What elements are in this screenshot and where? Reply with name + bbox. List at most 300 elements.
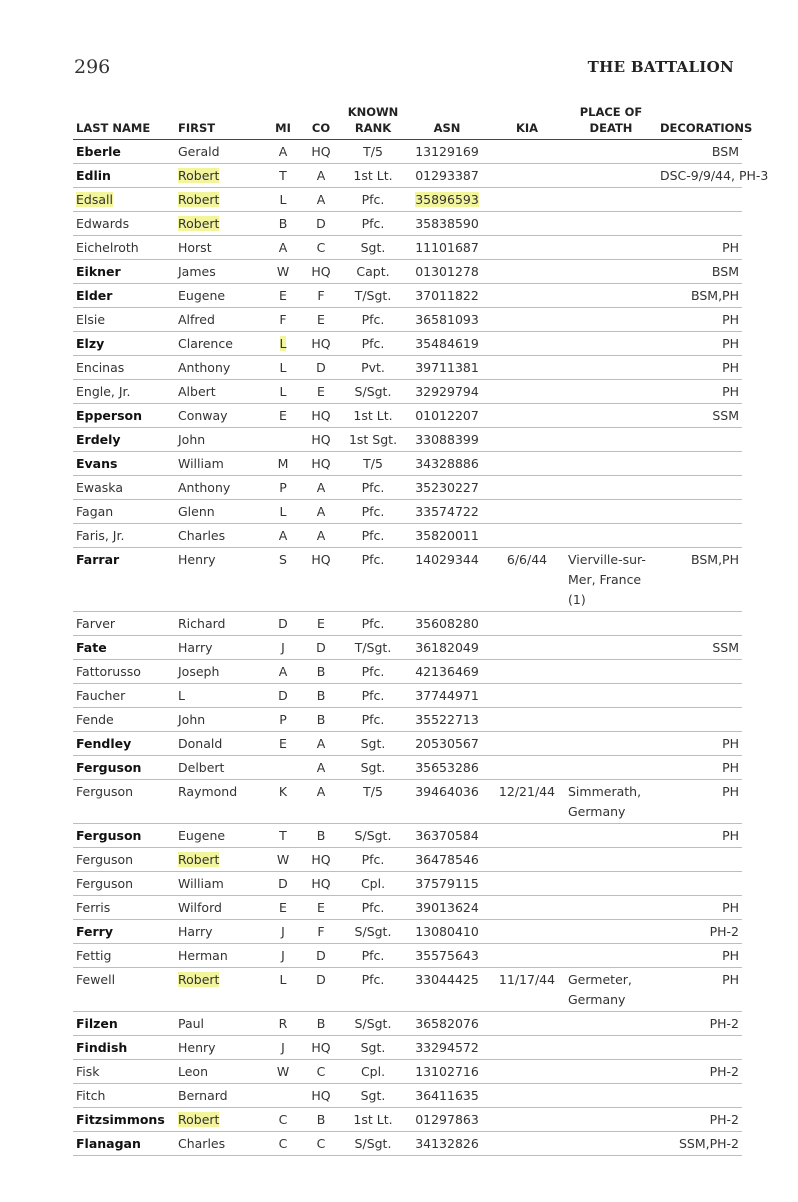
cell-co [301, 524, 341, 548]
cell-decorations-text: PH-2 [709, 1064, 739, 1079]
cell-co-text: HQ [311, 432, 331, 447]
cell-last-name [73, 1132, 175, 1156]
cell-place-of-death [565, 308, 657, 332]
page-header [74, 56, 734, 82]
cell-co-text: B [316, 828, 326, 843]
cell-decorations [657, 1012, 742, 1036]
table-row [73, 780, 742, 824]
cell-first-name [175, 500, 265, 524]
cell-mi [265, 332, 301, 356]
cell-co [301, 476, 341, 500]
cell-asn-text: 33294572 [415, 1040, 479, 1055]
cell-last-name [73, 896, 175, 920]
cell-first-name-text: Donald [178, 736, 223, 751]
cell-place-of-death [565, 524, 657, 548]
cell-co [301, 236, 341, 260]
cell-first-name [175, 428, 265, 452]
cell-last-name-text: Flanagan [76, 1136, 141, 1151]
cell-mi-text: C [278, 1136, 288, 1151]
cell-place-of-death [565, 1036, 657, 1060]
table-row [73, 428, 742, 452]
cell-last-name [73, 404, 175, 428]
cell-rank-text: Sgt. [360, 1088, 386, 1103]
cell-decorations [657, 236, 742, 260]
cell-mi [265, 636, 301, 660]
cell-mi-text: L [279, 192, 287, 207]
col-header-decorations: DECORATIONS [657, 104, 742, 140]
cell-decorations-text: BSM [711, 264, 739, 279]
cell-place-of-death [565, 612, 657, 636]
cell-last-name [73, 708, 175, 732]
cell-first-name-text: Robert [178, 1112, 220, 1127]
cell-asn-text: 35230227 [415, 480, 479, 495]
cell-place-of-death [565, 968, 657, 1012]
cell-place-of-death [565, 824, 657, 848]
cell-first-name-text: Wilford [178, 900, 222, 915]
cell-asn [405, 308, 489, 332]
cell-kia [489, 236, 565, 260]
cell-decorations-text: PH [722, 900, 739, 915]
cell-decorations [657, 548, 742, 612]
cell-co [301, 332, 341, 356]
cell-mi [265, 1132, 301, 1156]
cell-rank [341, 284, 405, 308]
cell-co-text: E [317, 312, 325, 327]
cell-asn [405, 212, 489, 236]
cell-asn [405, 380, 489, 404]
cell-place-of-death [565, 284, 657, 308]
cell-decorations [657, 1108, 742, 1132]
cell-decorations [657, 1084, 742, 1108]
cell-mi [265, 1036, 301, 1060]
cell-first-name [175, 164, 265, 188]
cell-rank [341, 524, 405, 548]
cell-decorations [657, 260, 742, 284]
cell-rank [341, 308, 405, 332]
cell-asn-text: 35522713 [415, 712, 479, 727]
cell-first-name [175, 404, 265, 428]
cell-place-of-death [565, 920, 657, 944]
cell-mi [265, 428, 301, 452]
cell-asn-text: 01301278 [415, 264, 479, 279]
cell-co-text: A [316, 168, 326, 183]
header-row [73, 104, 742, 140]
cell-rank-text: Sgt. [360, 240, 386, 255]
cell-mi-text: E [279, 408, 287, 423]
cell-decorations-text: PH [722, 336, 739, 351]
cell-first-name-text: Harry [178, 924, 213, 939]
table-row [73, 404, 742, 428]
cell-first-name-text: Robert [178, 972, 220, 987]
cell-first-name-text: Albert [178, 384, 216, 399]
table-row [73, 260, 742, 284]
table-row [73, 660, 742, 684]
cell-last-name [73, 452, 175, 476]
cell-rank-text: Pfc. [361, 712, 385, 727]
cell-asn-text: 37579115 [415, 876, 479, 891]
cell-mi [265, 824, 301, 848]
cell-last-name-text: Fewell [76, 972, 116, 987]
cell-rank-text: Pfc. [361, 312, 385, 327]
cell-last-name-text: Faucher [76, 688, 126, 703]
cell-rank-text: Pfc. [361, 480, 385, 495]
cell-first-name-text: L [178, 688, 185, 703]
cell-first-name-text: Joseph [178, 664, 220, 679]
cell-co [301, 212, 341, 236]
cell-mi [265, 896, 301, 920]
cell-last-name [73, 684, 175, 708]
cell-first-name [175, 524, 265, 548]
cell-asn [405, 404, 489, 428]
cell-first-name-text: Delbert [178, 760, 225, 775]
cell-mi-text: W [276, 852, 290, 867]
cell-mi [265, 708, 301, 732]
cell-last-name-text: Ferguson [76, 784, 134, 799]
cell-asn [405, 140, 489, 164]
cell-asn [405, 968, 489, 1012]
cell-first-name [175, 1060, 265, 1084]
cell-last-name [73, 1036, 175, 1060]
col-header-co: CO [301, 104, 341, 140]
cell-rank-text: S/Sgt. [354, 1136, 392, 1151]
cell-decorations-text: PH-2 [709, 924, 739, 939]
cell-co-text: HQ [311, 552, 331, 567]
cell-rank [341, 404, 405, 428]
cell-rank-text: Pvt. [361, 360, 385, 375]
cell-co [301, 824, 341, 848]
table-row [73, 332, 742, 356]
cell-mi-text: L [279, 336, 287, 351]
cell-last-name-text: Fitzsimmons [76, 1112, 165, 1127]
cell-last-name-text: Edwards [76, 216, 130, 231]
cell-mi [265, 1060, 301, 1084]
cell-co [301, 684, 341, 708]
cell-place-of-death [565, 500, 657, 524]
cell-last-name [73, 500, 175, 524]
cell-last-name [73, 260, 175, 284]
cell-mi [265, 284, 301, 308]
page-number: 296 [74, 56, 111, 78]
cell-asn-text: 01012207 [415, 408, 479, 423]
cell-co [301, 968, 341, 1012]
cell-decorations-text: DSC-9/9/44, PH-3 [660, 168, 769, 183]
cell-rank [341, 548, 405, 612]
cell-decorations [657, 780, 742, 824]
cell-first-name [175, 612, 265, 636]
cell-asn [405, 780, 489, 824]
cell-asn-text: 36182049 [415, 640, 479, 655]
cell-first-name [175, 476, 265, 500]
cell-rank-text: Capt. [356, 264, 390, 279]
cell-mi [265, 1108, 301, 1132]
cell-co-text: D [316, 640, 326, 655]
cell-rank [341, 944, 405, 968]
cell-co-text: A [316, 528, 326, 543]
cell-mi-text: P [279, 480, 287, 495]
cell-asn [405, 1060, 489, 1084]
cell-first-name [175, 212, 265, 236]
cell-mi [265, 236, 301, 260]
table-row [73, 684, 742, 708]
cell-place-of-death [565, 236, 657, 260]
cell-rank [341, 684, 405, 708]
cell-last-name-text: Ferguson [76, 760, 142, 775]
cell-rank [341, 780, 405, 824]
cell-rank [341, 1084, 405, 1108]
cell-last-name [73, 732, 175, 756]
table-row [73, 140, 742, 164]
cell-place-of-death [565, 428, 657, 452]
cell-first-name [175, 660, 265, 684]
cell-place-of-death [565, 684, 657, 708]
cell-kia [489, 140, 565, 164]
cell-rank-text: Pfc. [361, 664, 385, 679]
cell-last-name [73, 848, 175, 872]
cell-co [301, 1108, 341, 1132]
cell-asn [405, 1084, 489, 1108]
cell-decorations-text: PH [722, 760, 739, 775]
cell-rank-text: S/Sgt. [354, 384, 392, 399]
cell-kia [489, 636, 565, 660]
cell-first-name [175, 896, 265, 920]
cell-mi [265, 524, 301, 548]
cell-asn-text: 36478546 [415, 852, 479, 867]
cell-rank-text: S/Sgt. [354, 1016, 392, 1031]
cell-last-name-text: Elder [76, 288, 113, 303]
cell-last-name [73, 236, 175, 260]
cell-decorations [657, 920, 742, 944]
cell-kia [489, 332, 565, 356]
col-header-mi: MI [265, 104, 301, 140]
cell-mi-text: C [278, 1112, 288, 1127]
cell-mi [265, 140, 301, 164]
cell-first-name-text: Robert [178, 852, 220, 867]
cell-kia [489, 308, 565, 332]
cell-last-name [73, 356, 175, 380]
cell-decorations [657, 848, 742, 872]
cell-first-name [175, 872, 265, 896]
cell-rank-text: Pfc. [361, 616, 385, 631]
cell-co [301, 404, 341, 428]
cell-asn [405, 356, 489, 380]
cell-rank [341, 968, 405, 1012]
cell-rank-text: S/Sgt. [354, 924, 392, 939]
cell-place-of-death [565, 1060, 657, 1084]
cell-place-of-death [565, 848, 657, 872]
cell-last-name-text: Epperson [76, 408, 143, 423]
cell-asn-text: 20530567 [415, 736, 479, 751]
cell-decorations [657, 500, 742, 524]
cell-first-name [175, 708, 265, 732]
cell-decorations [657, 332, 742, 356]
cell-kia [489, 380, 565, 404]
cell-last-name [73, 548, 175, 612]
cell-decorations [657, 476, 742, 500]
cell-mi-text: J [281, 1040, 285, 1055]
cell-rank [341, 500, 405, 524]
cell-rank [341, 380, 405, 404]
cell-first-name-text: Horst [178, 240, 212, 255]
cell-last-name [73, 1060, 175, 1084]
cell-first-name-text: John [178, 712, 206, 727]
cell-co-text: HQ [311, 1088, 331, 1103]
cell-last-name [73, 968, 175, 1012]
cell-last-name [73, 1012, 175, 1036]
cell-first-name [175, 188, 265, 212]
cell-co-text: C [316, 240, 326, 255]
cell-kia-text: 11/17/44 [498, 972, 556, 987]
table-row [73, 1036, 742, 1060]
table-row [73, 1084, 742, 1108]
cell-last-name-text: Fagan [76, 504, 114, 519]
cell-mi-text: D [278, 688, 288, 703]
cell-place-of-death [565, 732, 657, 756]
cell-asn [405, 428, 489, 452]
cell-first-name-text: Henry [178, 1040, 216, 1055]
cell-first-name [175, 824, 265, 848]
cell-kia [489, 756, 565, 780]
cell-last-name-text: Fattorusso [76, 664, 141, 679]
cell-last-name-text: Engle, Jr. [76, 384, 131, 399]
cell-co-text: HQ [311, 408, 331, 423]
cell-decorations-text: PH [722, 784, 739, 799]
cell-asn-text: 11101687 [415, 240, 479, 255]
cell-kia [489, 684, 565, 708]
cell-mi-text: L [279, 972, 287, 987]
cell-asn [405, 524, 489, 548]
cell-last-name [73, 188, 175, 212]
table-row [73, 848, 742, 872]
cell-last-name-text: Edsall [76, 192, 113, 207]
cell-place-of-death [565, 404, 657, 428]
cell-rank-text: T/5 [363, 456, 383, 471]
cell-decorations [657, 636, 742, 660]
cell-mi-text: D [278, 876, 288, 891]
cell-place-of-death [565, 332, 657, 356]
cell-place-of-death [565, 380, 657, 404]
cell-rank-text: Pfc. [361, 972, 385, 987]
cell-last-name [73, 476, 175, 500]
cell-mi [265, 308, 301, 332]
cell-co-text: D [316, 216, 326, 231]
cell-co-text: E [317, 616, 325, 631]
cell-first-name-text: Herman [178, 948, 228, 963]
cell-first-name-text: Robert [178, 192, 220, 207]
cell-place-of-death [565, 896, 657, 920]
table-row [73, 636, 742, 660]
cell-decorations [657, 732, 742, 756]
cell-asn [405, 920, 489, 944]
cell-co-text: HQ [311, 852, 331, 867]
cell-place-of-death [565, 476, 657, 500]
cell-decorations-text: PH [722, 240, 739, 255]
table-row [73, 308, 742, 332]
cell-co [301, 356, 341, 380]
cell-first-name-text: Eugene [178, 828, 226, 843]
cell-kia [489, 1132, 565, 1156]
table-row [73, 380, 742, 404]
cell-mi-text: R [278, 1016, 288, 1031]
cell-kia [489, 920, 565, 944]
cell-last-name-text: Fate [76, 640, 107, 655]
cell-last-name [73, 824, 175, 848]
cell-asn-text: 13102716 [415, 1064, 479, 1079]
cell-place-of-death [565, 452, 657, 476]
table-row [73, 524, 742, 548]
cell-first-name-text: Gerald [178, 144, 220, 159]
table-row [73, 164, 742, 188]
cell-first-name [175, 848, 265, 872]
cell-co [301, 1084, 341, 1108]
cell-mi-text: B [278, 216, 288, 231]
table-row [73, 476, 742, 500]
roster-table [73, 104, 769, 1156]
cell-first-name [175, 1012, 265, 1036]
cell-asn [405, 164, 489, 188]
cell-first-name-text: Robert [178, 216, 220, 231]
cell-kia [489, 1012, 565, 1036]
cell-mi-text: L [279, 384, 287, 399]
cell-co [301, 308, 341, 332]
cell-decorations-text: PH-2 [709, 1112, 739, 1127]
cell-kia [489, 1084, 565, 1108]
cell-kia [489, 848, 565, 872]
cell-last-name-text: Edlin [76, 168, 111, 183]
cell-rank-text: Pfc. [361, 336, 385, 351]
cell-co [301, 284, 341, 308]
cell-decorations [657, 756, 742, 780]
col-header-known-rank: KNOWN RANK [341, 104, 405, 140]
cell-rank-text: T/Sgt. [354, 640, 392, 655]
cell-co [301, 848, 341, 872]
table-row [73, 920, 742, 944]
cell-last-name-text: Fendley [76, 736, 132, 751]
cell-asn-text: 33044425 [415, 972, 479, 987]
cell-mi-text: T [279, 168, 287, 183]
cell-first-name-text: Richard [178, 616, 226, 631]
cell-rank-text: Sgt. [360, 736, 386, 751]
cell-decorations-text: PH [722, 972, 739, 987]
cell-mi [265, 548, 301, 612]
cell-mi [265, 404, 301, 428]
cell-last-name [73, 612, 175, 636]
cell-rank [341, 824, 405, 848]
cell-last-name-text: Faris, Jr. [76, 528, 125, 543]
cell-decorations [657, 660, 742, 684]
cell-co [301, 380, 341, 404]
cell-decorations [657, 1132, 742, 1156]
cell-decorations-text: PH [722, 384, 739, 399]
cell-rank-text: Pfc. [361, 528, 385, 543]
cell-rank-text: 1st Sgt. [348, 432, 398, 447]
cell-last-name-text: Eikner [76, 264, 121, 279]
cell-place-of-death [565, 708, 657, 732]
cell-asn-text: 37011822 [415, 288, 479, 303]
cell-last-name-text: Fettig [76, 948, 112, 963]
cell-asn [405, 756, 489, 780]
cell-mi [265, 684, 301, 708]
cell-decorations-text: BSM [711, 144, 739, 159]
cell-place-of-death [565, 660, 657, 684]
cell-mi [265, 1012, 301, 1036]
cell-last-name [73, 660, 175, 684]
cell-first-name [175, 380, 265, 404]
cell-co-text: D [316, 948, 326, 963]
cell-first-name [175, 140, 265, 164]
cell-mi-text: J [281, 948, 285, 963]
cell-asn [405, 188, 489, 212]
cell-co [301, 164, 341, 188]
